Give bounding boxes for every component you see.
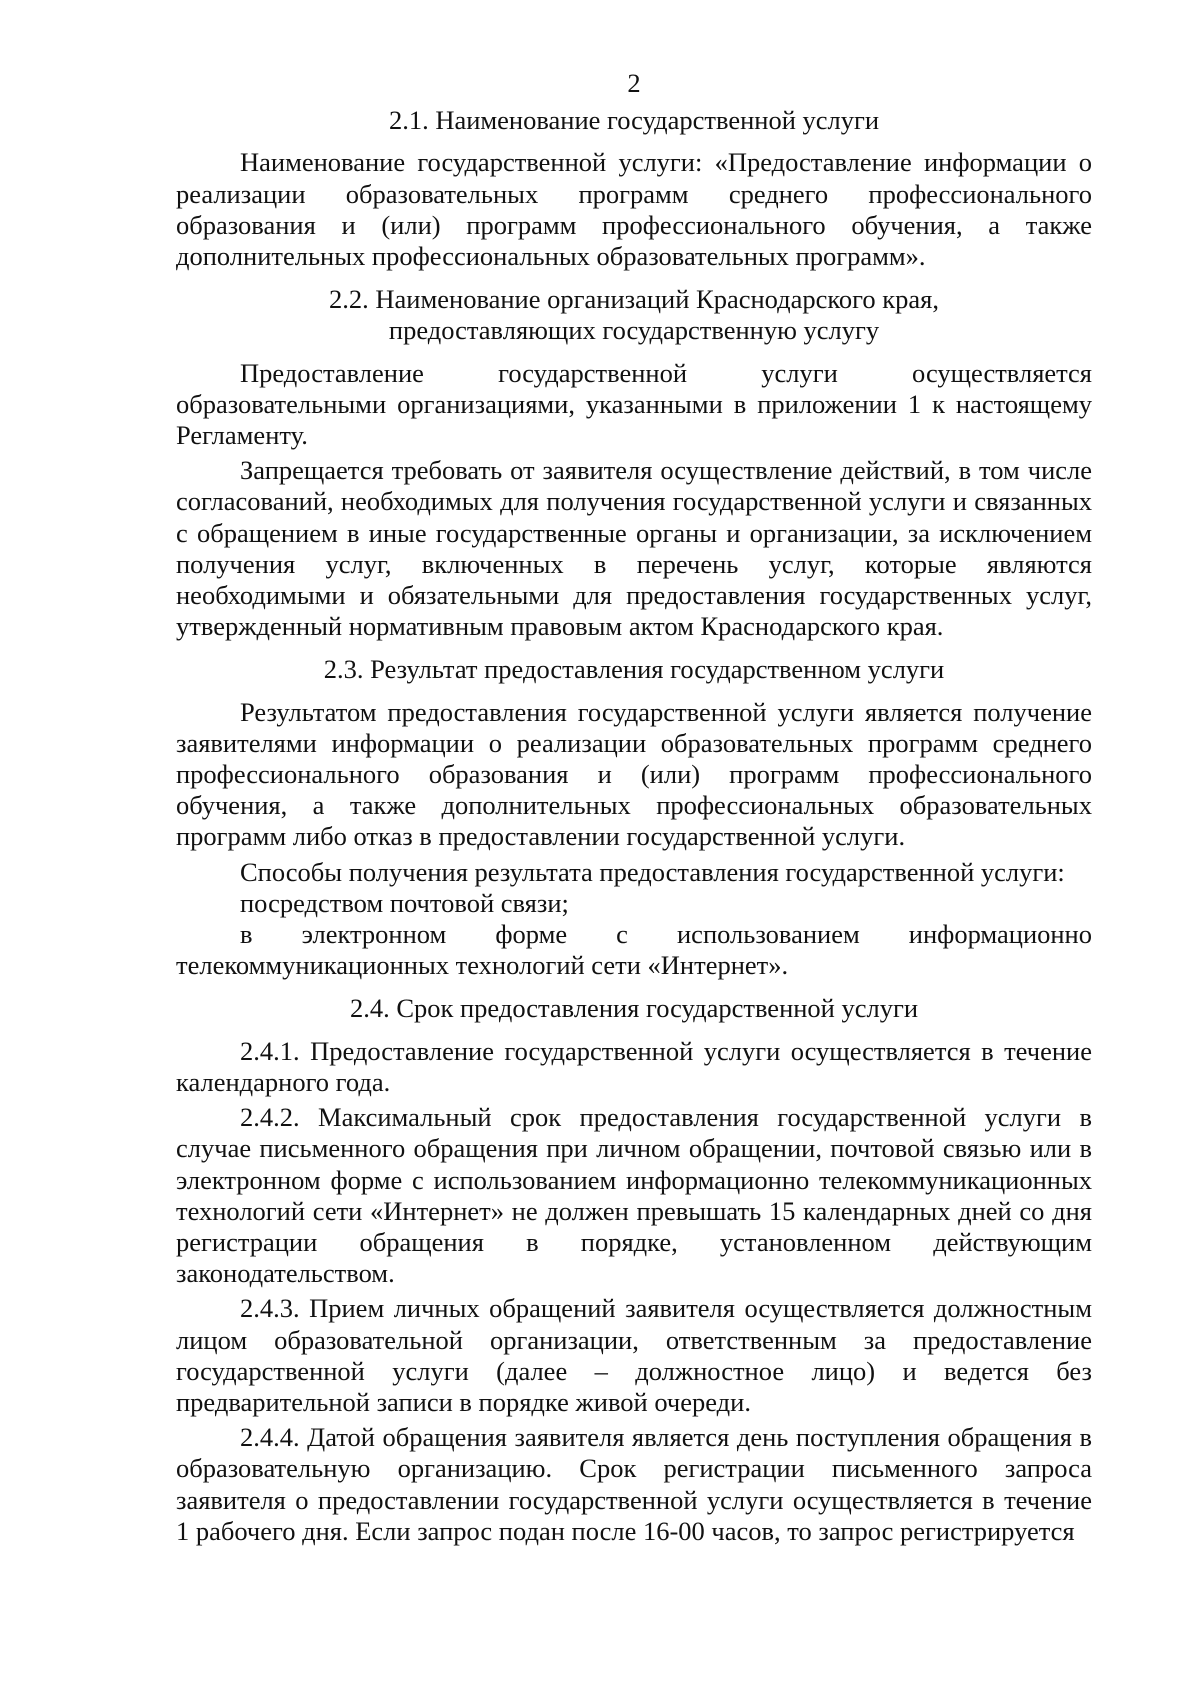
paragraph: Результатом предоставления государственной услуги является получение заявителями информации о реализации образовательных программ среднего профессионального образования и (или) программ профессионального обучения, а также дополнительных профессиональных образовательных программ либо отказ в предоставлении государственной услуги.: [176, 696, 1092, 852]
paragraph: посредством почтовой связи;: [240, 887, 569, 918]
paragraph: Способы получения результата предоставления государственной услуги:: [240, 856, 1065, 887]
section-heading-2-3: [176, 654, 1092, 685]
section-heading-2-2: [176, 284, 1092, 346]
paragraph: 2.4.4. Датой обращения заявителя является день поступления обращения в образовательную организацию. Срок регистрации письменного запроса заявителя о предоставлении государственной услуги осуществляется в течение 1 рабочего дня. Если запрос подан после 16-00 часов, то запрос регистрируется: [176, 1422, 1092, 1546]
section-heading-line: предоставляющих государственную услугу: [388, 315, 880, 346]
paragraph: 2.4.2. Максимальный срок предоставления государственной услуги в случае письменного обращения при личном обращении, почтовой связью или в электронном форме с использованием информационно телекоммуникационных технологий сети «Интернет» не должен превышать 15 календарных дней со дня регистрации обращения в порядке, установленном действующим законодательством.: [176, 1102, 1092, 1289]
section-heading-line: 2.2. Наименование организаций Краснодарского края,: [329, 284, 939, 315]
paragraph: Предоставление государственной услуги осуществляется образовательными организациями, указанными в приложении 1 к настоящему Регламенту.: [176, 357, 1092, 451]
paragraph: в электронном форме с использованием информационно телекоммуникационных технологий сети «Интернет».: [176, 919, 1092, 981]
section-heading-2-4: [176, 993, 1092, 1024]
paragraph: 2.4.3. Прием личных обращений заявителя осуществляется должностным лицом образовательной организации, ответственным за предоставление государственной услуги (далее – должностное лицо) и ведется без предварительной записи в порядке живой очереди.: [176, 1293, 1092, 1417]
paragraph: Запрещается требовать от заявителя осуществление действий, в том числе согласований, необходимых для получения государственной услуги и связанных с обращением в иные государственные органы и организации, за исключением получения услуг, включенных в перечень услуг, которые являются необходимыми и обязательными для предоставления государственных услуг, утвержденный нормативным правовым актом Краснодарского края.: [176, 455, 1092, 642]
section-heading-line: 2.3. Результат предоставления государственном услуги: [323, 654, 945, 685]
section-heading-line: 2.4. Срок предоставления государственной услуги: [349, 993, 919, 1024]
paragraph: 2.4.1. Предоставление государственной услуги осуществляется в течение календарного года.: [176, 1035, 1092, 1097]
section-heading-2-1: [176, 105, 1092, 136]
section-heading-line: 2.1. Наименование государственной услуги: [388, 105, 880, 136]
page-number: 2: [627, 68, 641, 98]
paragraph: Наименование государственной услуги: «Предоставление информации о реализации образовательных программ среднего профессионального образования и (или) программ профессионального обучения, а также дополнительных профессиональных образовательных программ».: [176, 147, 1092, 272]
